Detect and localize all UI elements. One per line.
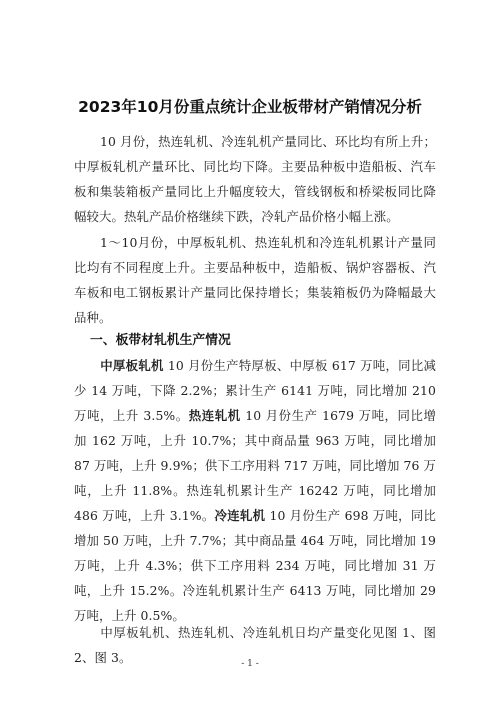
summary-paragraph-october [74, 129, 436, 229]
paragraph-text: 10 月份，热连轧机、冷连轧机产量同比、环比均有所上升；中厚板轧机产量环比、同比均下降。主要品种板中造船板、汽车板和集装箱板产量同比上升幅度较大，管线钢板和桥梁板同比降幅较大。热轧产品价格继续下跌，冷轧产品价格小幅上涨。 [74, 134, 436, 224]
paragraph-text: 1～10月份，中厚板轧机、热连轧机和冷连轧机累计产量同比均有不同程度上升。主要品种板中，造船板、锅炉容器板、汽车板和电工钢板累计产量同比保持增长；集装箱板仍为降幅最大品种。 [74, 235, 436, 325]
keyword-plate-mill: 中厚板轧机 [100, 358, 164, 373]
keyword-hot-strip-mill: 热连轧机 [188, 408, 241, 423]
keyword-cold-mill: 冷连轧机 [214, 508, 266, 523]
document-title: 2023年10月份重点统计企业板带材产销情况分析 [78, 98, 422, 116]
page-number: - 1 - [241, 659, 259, 669]
paragraph-text: 10 月份生产 698 万吨，同比增加 50 万吨，上升 7.7%；其中商品量 464 万吨，同比增加 19 万吨，上升 4.3%；供下工序用料 234 万吨，同比增加 31 万吨，上升 15.2%。冷连轧机累计生产 6413 万吨，同比增加 29 万吨，上升 0.5%。 [74, 508, 436, 623]
paragraph-text: 10 月份生产 1679 万吨，同比增加 162 万吨，上升 10.7%；其中商品量 963 万吨，同比增加 87 万吨，上升 9.9%；供下工序用料 717 万吨，同比增加 76 万吨，上升 11.8%。热连轧机累计生产 16242 万吨，同比增加 486 万吨，上升 3.1%。 [74, 408, 436, 523]
paragraph-text: 中厚板轧机、热连轧机、冷连轧机日均产量变化见图 1、图 2、图 3。 [74, 625, 436, 665]
production-paragraph [74, 353, 436, 628]
section-heading: 一、板带材轧机生产情况 [90, 333, 231, 348]
summary-paragraph-cumulative [74, 230, 436, 330]
paragraph-text: 10 月份生产特厚板、中厚板 617 万吨，同比减少 14 万吨，下降 2.2%；累计生产 6141 万吨，同比增加 210 万吨，上升 3.5%。 [74, 358, 436, 423]
